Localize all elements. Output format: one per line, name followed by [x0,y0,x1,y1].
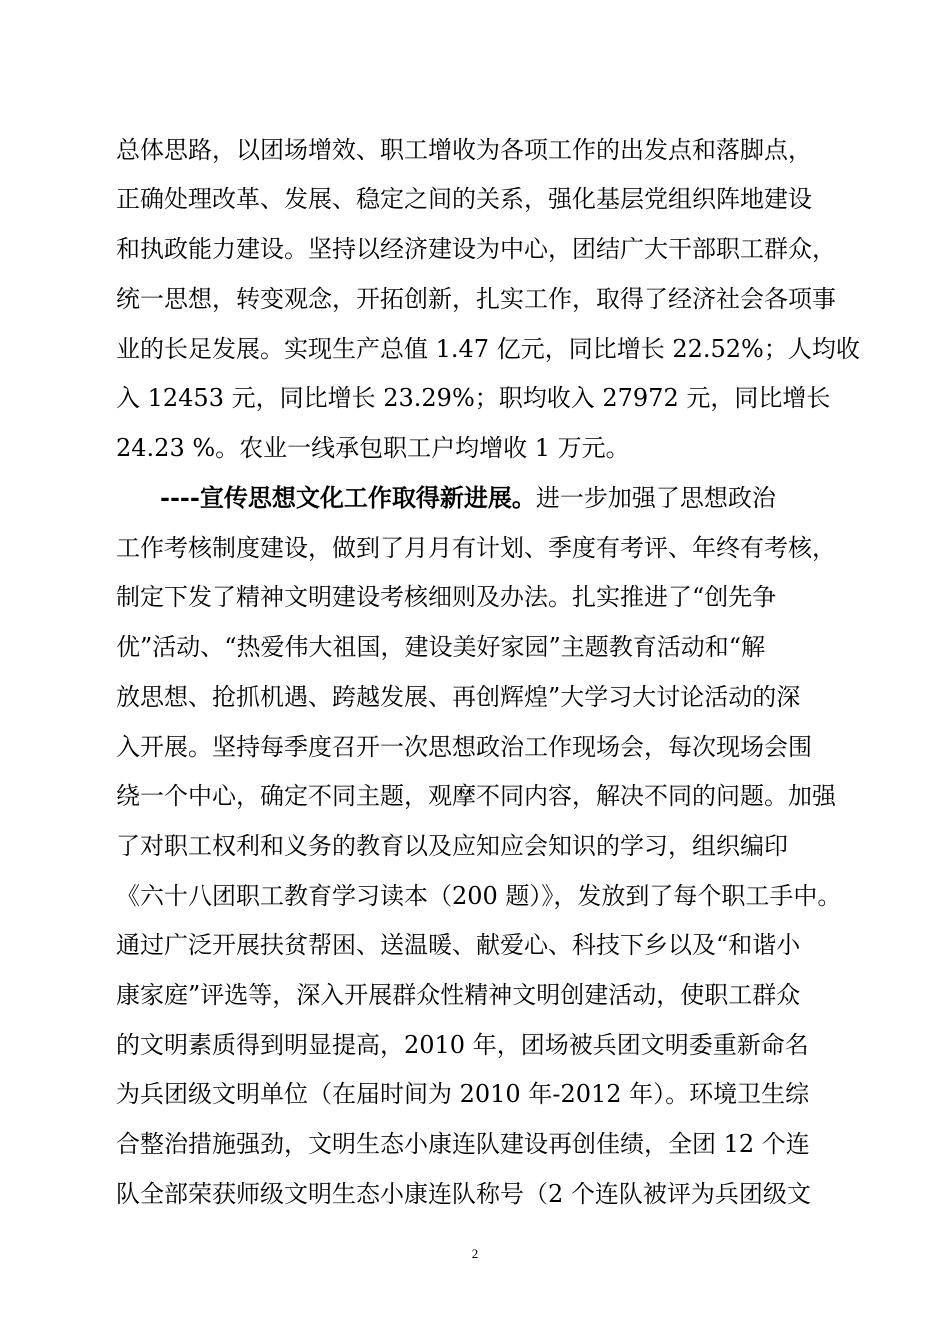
body-line: 为兵团级文明单位（在届时间为 2010 年-2012 年）。环境卫生综 [116,1080,810,1108]
body-line: 康家庭”评选等，深入开展群众性精神文明创建活动，使职工群众 [116,981,801,1009]
body-line: 入开展。坚持每季度召开一次思想政治工作现场会，每次现场会围 [116,733,812,761]
body-line: 队全部荣获师级文明生态小康连队称号（2 个连队被评为兵团级文 [116,1180,811,1208]
body-line: 正确处理改革、发展、稳定之间的关系，强化基层党组织阵地建设 [116,185,812,213]
body-line: 合整治措施强劲，文明生态小康连队建设再创佳绩，全团 12 个连 [116,1130,810,1158]
body-line: 通过广泛开展扶贫帮困、送温暖、献爱心、科技下乡以及“和谐小 [116,931,801,959]
section-first-line-text: 进一步加强了思想政治 [535,484,776,512]
body-line: 总体思路，以团场增效、职工增收为各项工作的出发点和落脚点， [116,136,812,164]
body-line: 了对职工权利和义务的教育以及应知应会知识的学习，组织编印 [116,832,788,860]
section-heading: ----宣传思想文化工作取得新进展。 [160,483,536,512]
body-line: 放思想、抢抓机遇、跨越发展、再创辉煌”大学习大讨论活动的深 [116,683,801,711]
body-line: 《六十八团职工教育学习读本（200 题）》，发放到了每个职工手中。 [116,882,842,910]
body-line: 入 12453 元，同比增长 23.29%；职均收入 27972 元，同比增长 [116,384,831,412]
body-line: 绕一个中心，确定不同主题，观摩不同内容，解决不同的问题。加强 [116,782,836,810]
body-line: 优”活动、“热爱伟大祖国，建设美好家园”主题教育活动和“解 [116,633,766,661]
page-number: 2 [471,1246,479,1261]
body-line: 工作考核制度建设，做到了月月有计划、季度有考评、年终有考核， [116,534,836,562]
body-line: 统一思想，转变观念，开拓创新，扎实工作，取得了经济社会各项事 [116,285,836,313]
body-line: 的文明素质得到明显提高，2010 年，团场被兵团文明委重新命名 [116,1031,809,1059]
body-line: 24.23 %。农业一线承包职工户均增收 1 万元。 [116,434,630,462]
body-line: 和执政能力建设。坚持以经济建设为中心，团结广大干部职工群众， [116,235,836,263]
section-first-line [160,483,880,513]
body-line: 业的长足发展。实现生产总值 1.47 亿元，同比增长 22.52%；人均收 [116,335,860,363]
body-line: 制定下发了精神文明建设考核细则及办法。扎实推进了“创先争 [116,583,777,611]
